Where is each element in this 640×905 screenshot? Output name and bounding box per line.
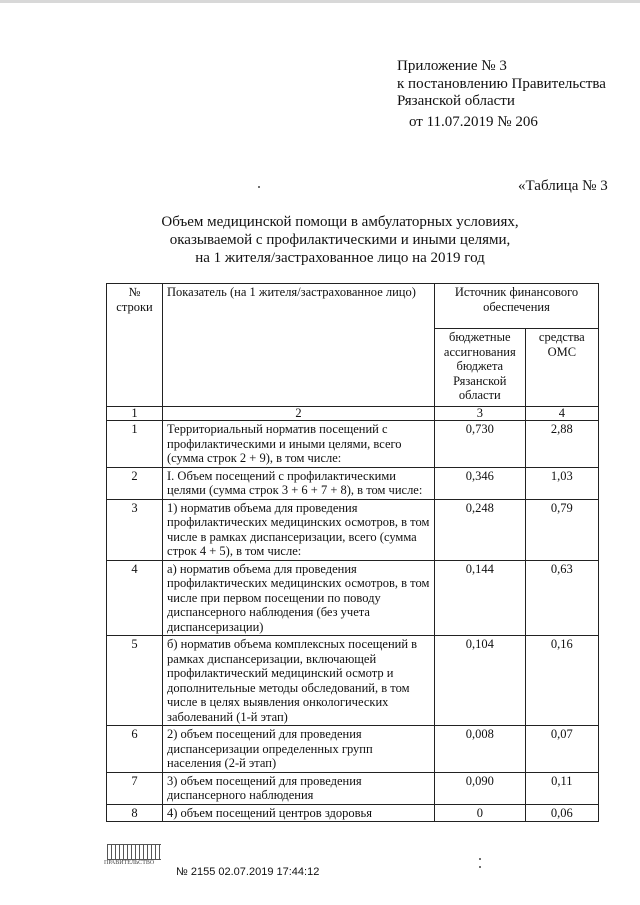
row-oms-value: 2,88 (525, 421, 598, 468)
volume-table (106, 283, 599, 822)
row-oms-value: 0,06 (525, 804, 598, 822)
appendix-line-1: Приложение № 3 (397, 58, 507, 74)
table-row (107, 726, 599, 773)
row-oms-value: 0,07 (525, 726, 598, 773)
row-number: 3 (107, 499, 163, 560)
table-row (107, 804, 599, 822)
column-number: 1 (107, 407, 163, 421)
stamp-caption: ПРАВИТЕЛЬСТВО (104, 860, 155, 866)
column-number-row (107, 407, 599, 421)
appendix-date: от 11.07.2019 № 206 (409, 113, 538, 130)
table-row (107, 467, 599, 499)
row-number: 2 (107, 467, 163, 499)
registration-number: № 2155 02.07.2019 17:44:12 (176, 866, 320, 878)
row-budget-value: 0,144 (434, 560, 525, 636)
header-funding-source: Источник финансового обеспечения (434, 284, 598, 329)
table-row (107, 772, 599, 804)
title-line-3: на 1 жителя/застрахованное лицо на 2019 год (195, 250, 485, 266)
row-number: 8 (107, 804, 163, 822)
row-indicator: б) норматив объема комплексных посещений в рамках диспансеризации, включающей профилактический медицинский осмотр и дополнительные методы обследований, в том числе в целях выявления онкологических заболеваний (1-й этап) (163, 636, 435, 726)
row-oms-value: 0,79 (525, 499, 598, 560)
row-indicator: а) норматив объема для проведения профилактических медицинских осмотров, в том числе при первом посещении по поводу диспансерного наблюдения (без учета диспансеризации) (163, 560, 435, 636)
row-budget-value: 0,730 (434, 421, 525, 468)
scan-speck (258, 186, 260, 188)
table-label: «Таблица № 3 (518, 178, 608, 194)
header-budget: бюджетные ассигнования бюджета Рязанской области (434, 329, 525, 407)
title-line-1: Объем медицинской помощи в амбулаторных условиях, (161, 214, 519, 230)
row-budget-value: 0,248 (434, 499, 525, 560)
row-budget-value: 0 (434, 804, 525, 822)
column-number: 2 (163, 407, 435, 421)
table-row (107, 421, 599, 468)
scan-speck (479, 866, 481, 868)
row-number: 7 (107, 772, 163, 804)
scan-speck (479, 858, 481, 860)
row-budget-value: 0,008 (434, 726, 525, 773)
row-budget-value: 0,346 (434, 467, 525, 499)
row-number: 6 (107, 726, 163, 773)
row-indicator: Территориальный норматив посещений с профилактическими и иными целями, всего (сумма строк 2 + 9), в том числе: (163, 421, 435, 468)
row-number: 1 (107, 421, 163, 468)
header-row-number: № строки (107, 284, 163, 407)
title-line-2: оказываемой с профилактическими и иными целями, (169, 232, 511, 248)
row-number: 5 (107, 636, 163, 726)
row-indicator: 2) объем посещений для проведения диспансеризации определенных групп населения (2-й этап) (163, 726, 435, 773)
row-oms-value: 0,11 (525, 772, 598, 804)
header-row-1 (107, 284, 599, 329)
row-oms-value: 0,16 (525, 636, 598, 726)
appendix-header (397, 58, 606, 131)
row-number: 4 (107, 560, 163, 636)
appendix-line-3: Рязанской области (397, 93, 515, 109)
scan-top-edge (0, 0, 640, 3)
appendix-line-2: к постановлению Правительства (397, 75, 606, 92)
row-indicator: 4) объем посещений центров здоровья (163, 804, 435, 822)
table-row (107, 636, 599, 726)
row-indicator: I. Объем посещений с профилактическими целями (сумма строк 3 + 6 + 7 + 8), в том числе: (163, 467, 435, 499)
row-indicator: 3) объем посещений для проведения диспансерного наблюдения (163, 772, 435, 804)
column-number: 3 (434, 407, 525, 421)
column-number: 4 (525, 407, 598, 421)
table-row (107, 499, 599, 560)
barcode-stamp-icon (107, 844, 161, 860)
header-indicator: Показатель (на 1 жителя/застрахованное лицо) (163, 284, 435, 407)
row-budget-value: 0,090 (434, 772, 525, 804)
table-row (107, 560, 599, 636)
row-oms-value: 1,03 (525, 467, 598, 499)
row-indicator: 1) норматив объема для проведения профилактических медицинских осмотров, в том числе в рамках диспансеризации, всего (сумма строк 4 + 5), в том числе: (163, 499, 435, 560)
row-budget-value: 0,104 (434, 636, 525, 726)
header-oms: средства ОМС (525, 329, 598, 407)
row-oms-value: 0,63 (525, 560, 598, 636)
document-title (140, 213, 540, 267)
